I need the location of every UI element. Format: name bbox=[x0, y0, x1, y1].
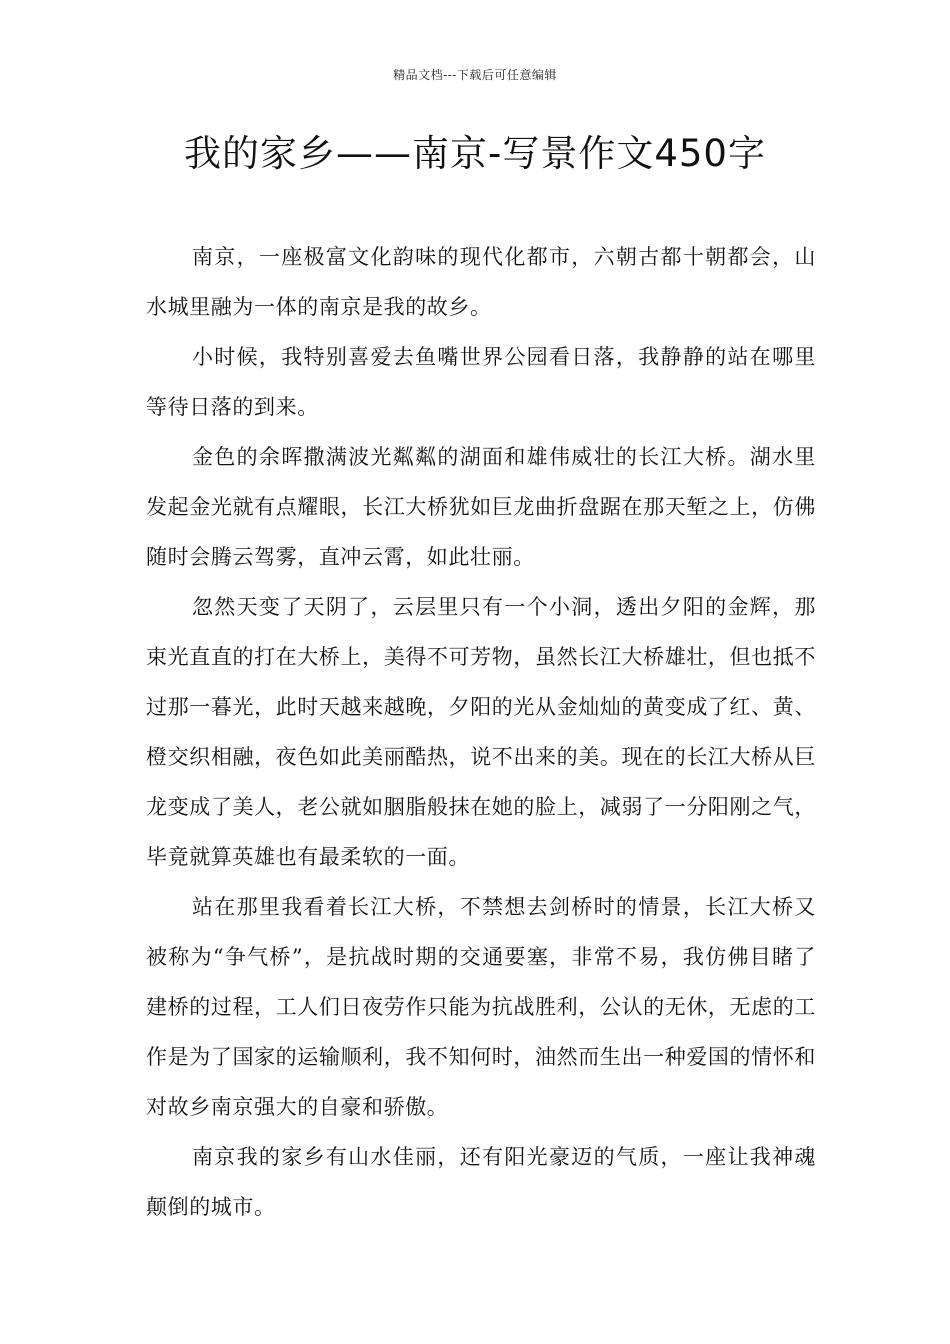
document-body bbox=[146, 232, 816, 1232]
paragraph: 南京我的家乡有山水佳丽，还有阳光豪迈的气质，一座让我神魂颠倒的城市。 bbox=[146, 1145, 816, 1219]
document-title: 我的家乡——南京-写景作文450字 bbox=[184, 132, 766, 175]
paragraph: 站在那里我看着长江大桥，不禁想去剑桥时的情景，长江大桥又被称为“争气桥”，是抗战时期的交通要塞，非常不易，我仿佛目睹了建桥的过程，工人们日夜劳作只能为抗战胜利，公认的无休，无虑的工作是为了国家的运输顺利，我不知何时，油然而生出一种爱国的情怀和对故乡南京强大的自豪和骄傲。 bbox=[146, 895, 816, 1119]
paragraph: 南京，一座极富文化韵味的现代化都市，六朝古都十朝都会，山水城里融为一体的南京是我的故乡。 bbox=[146, 245, 816, 319]
paragraph: 忽然天变了天阴了，云层里只有一个小洞，透出夕阳的金辉，那束光直直的打在大桥上，美得不可芳物，虽然长江大桥雄壮，但也抵不过那一暮光，此时天越来越晚，夕阳的光从金灿灿的黄变成了红、黄、橙交织相融，夜色如此美丽酷热，说不出来的美。现在的长江大桥从巨龙变成了美人，老公就如胭脂般抹在她的脸上，减弱了一分阳刚之气，毕竟就算英雄也有最柔软的一面。 bbox=[146, 595, 816, 869]
paragraph: 小时候，我特别喜爱去鱼嘴世界公园看日落，我静静的站在哪里等待日落的到来。 bbox=[146, 345, 816, 419]
paragraph: 金色的余晖撒满波光粼粼的湖面和雄伟威壮的长江大桥。湖水里发起金光就有点耀眼，长江大桥犹如巨龙曲折盘踞在那天堑之上，仿佛随时会腾云驾雾，直冲云霄，如此壮丽。 bbox=[146, 445, 816, 569]
header-note: 精品文档---下载后可任意编辑 bbox=[393, 68, 557, 82]
